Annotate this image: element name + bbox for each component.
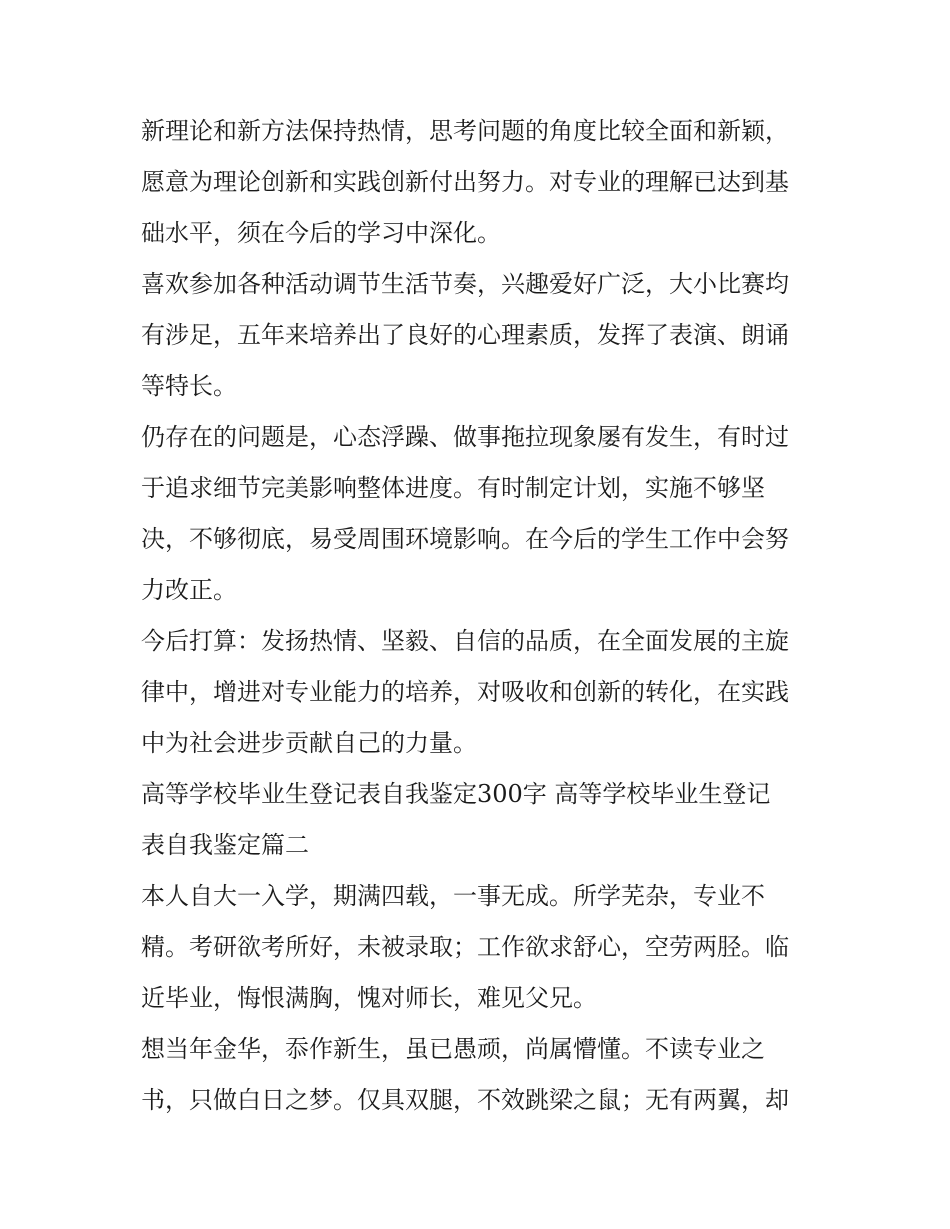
text-line: 决，不够彻底，易受周围环境影响。在今后的学生工作中会努 — [141, 525, 789, 553]
text-line: 等特长。 — [141, 372, 237, 400]
text-line: 今后打算：发扬热情、坚毅、自信的品质，在全面发展的主旋 — [141, 627, 789, 655]
text-line: 想当年金华，忝作新生，虽已愚顽，尚属懵懂。不读专业之 — [141, 1035, 765, 1063]
document-body — [141, 106, 821, 1126]
text-line: 于追求细节完美影响整体进度。有时制定计划，实施不够坚 — [141, 474, 765, 502]
text-line: 书，只做白日之梦。仅具双腿，不效跳梁之鼠；无有两翼，却 — [141, 1086, 789, 1114]
text-line: 中为社会进步贡献自己的力量。 — [141, 729, 477, 757]
text-line: 精。考研欲考所好，未被录取；工作欲求舒心，空劳两胫。临 — [141, 933, 789, 961]
text-line: 喜欢参加各种活动调节生活节奏，兴趣爱好广泛，大小比赛均 — [141, 270, 789, 298]
text-line: 有涉足，五年来培养出了良好的心理素质，发挥了表演、朗诵 — [141, 321, 789, 349]
text-line: 愿意为理论创新和实践创新付出努力。对专业的理解已达到基 — [141, 168, 789, 196]
text-line: 律中，增进对专业能力的培养，对吸收和创新的转化，在实践 — [141, 678, 789, 706]
text-line: 仍存在的问题是，心态浮躁、做事拖拉现象屡有发生，有时过 — [141, 423, 789, 451]
text-line: 本人自大一入学，期满四载，一事无成。所学芜杂，专业不 — [141, 882, 765, 910]
section-heading-line: 表自我鉴定篇二 — [141, 831, 309, 859]
text-line: 力改正。 — [141, 576, 237, 604]
text-line: 础水平，须在今后的学习中深化。 — [141, 219, 501, 247]
section-heading-line: 高等学校毕业生登记表自我鉴定300字 高等学校毕业生登记 — [141, 780, 771, 808]
text-line: 新理论和新方法保持热情，思考问题的角度比较全面和新颖， — [141, 117, 789, 145]
text-line: 近毕业，悔恨满胸，愧对师长，难见父兄。 — [141, 984, 597, 1012]
